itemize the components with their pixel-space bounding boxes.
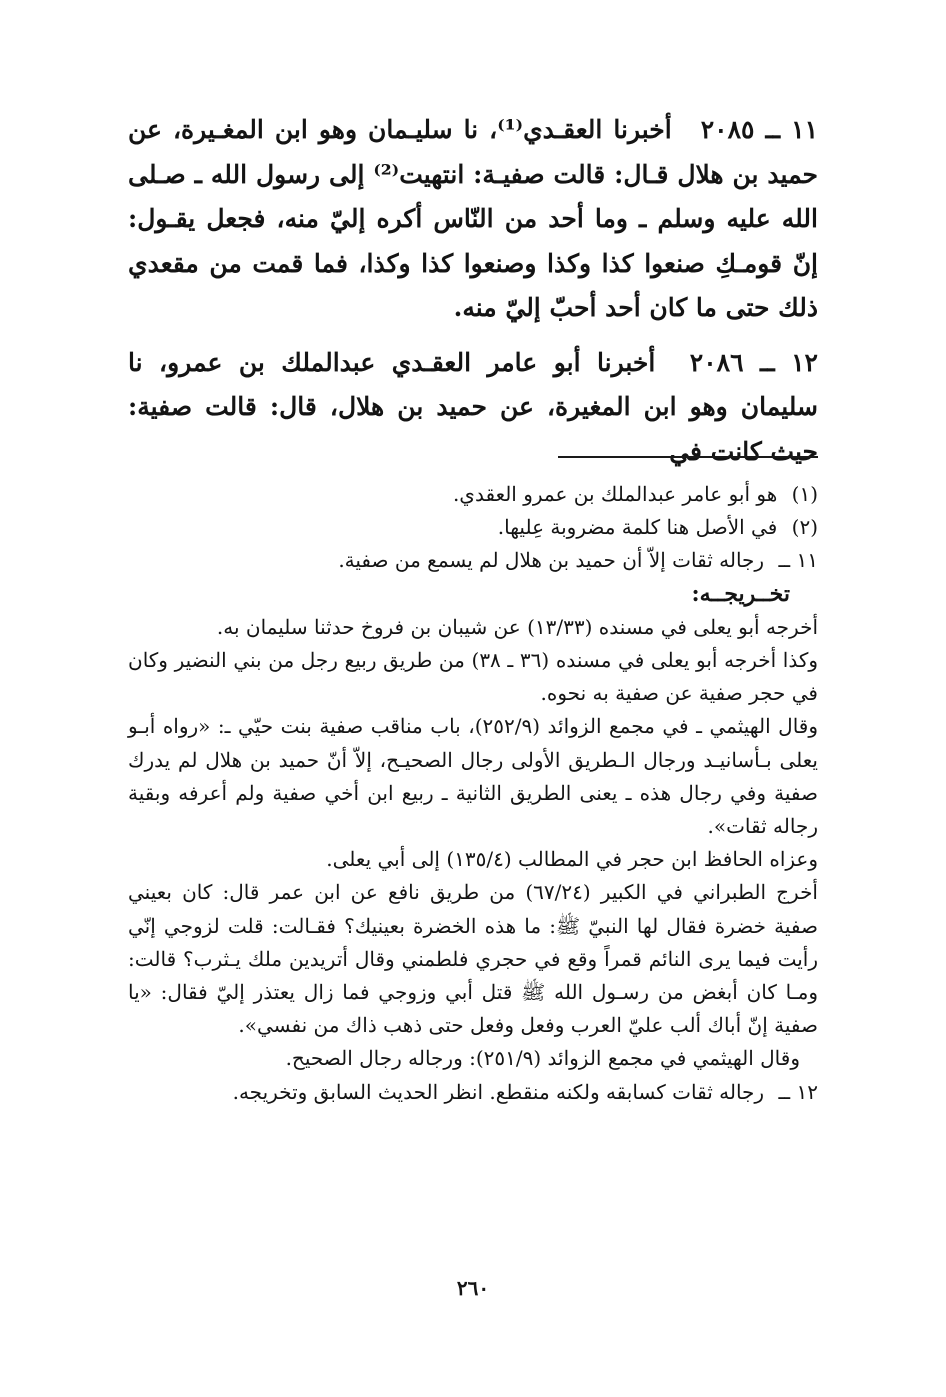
hadith-number: ١٢ ــ ٢٠٨٦ xyxy=(689,347,818,377)
hadith-number: ١١ ــ ٢٠٨٥ xyxy=(700,115,818,144)
main-hadith-text xyxy=(128,108,818,484)
hadith-2085 xyxy=(128,108,818,331)
footnote-number: (٢) xyxy=(791,515,818,540)
footnote-number: (١) xyxy=(791,482,818,506)
footnote-divider xyxy=(558,456,818,458)
takhrij-paragraph: أخرج الطبراني في الكبير (٦٧/٢٤) من طريق نافع عن ابن عمر قال: كان بعيني صفية خضرة فقال لها النبيّ ﷺ: ما هذه الخضرة بعينيك؟ فقـالت: قلت لزوجي إنّي رأيت فيما يرى النائم قمراً وقع في حجري فلطمني وقال أتريدين ملك يـثرب؟ قالت: ومـا كان أبغض من رسـول الله ﷺ قتل أبي وزوجي فما زال يعتذر إليّ فقال: «يا صفية إنّ أباك ألب عليّ العرب وفعل وفعل حتى ذهب ذاك من نفسي». xyxy=(128,880,819,1038)
footnote-hadith-12 xyxy=(128,1076,818,1109)
footnote-number: ١١ ــ xyxy=(778,548,818,573)
takhrij-paragraph: أخرجه أبو يعلى في مسنده (١٣/٣٣) عن شيبان بن فروخ حدثنا سليمان به. xyxy=(216,614,818,639)
hadith-body: أخبرنا العقـدي⁽¹⁾، نا سليـمان وهو ابن المغـيرة، عن حميد بن هلال قـال: قالت صفيـة: انتهيت⁽²⁾ إلى رسول الله ـ صـلى الله عليه وسلم ـ وما أحد من النّاس أكره إليّ منه، فجعل يقـول: إنّ قومـكِ صنعوا كذا وكذا وصنعوا كذا وكذا، فما قمت من مقعدي ذلك حتى ما كان أحد أحبّ إليّ منه. xyxy=(128,115,819,322)
footnote-number: ١٢ ــ xyxy=(778,1079,818,1104)
footnote-text: هو أبو عامر عبدالملك بن عمرو العقدي. xyxy=(452,482,778,506)
footnote-1 xyxy=(128,478,818,511)
footnote-text: في الأصل هنا كلمة مضروبة عِليها. xyxy=(497,515,778,540)
takhrij-paragraph: وعزاه الحافظ ابن حجر في المطالب (١٣٥/٤) إلى أبي يعلى. xyxy=(326,847,818,872)
takhrij-paragraph: وكذا أخرجه أبو يعلى في مسنده (٣٦ ـ ٣٨) من طريق ربيع رجل من بني النضير وكان في حجر صفية عن صفية به نحوه. xyxy=(128,648,819,706)
footnote-text: رجاله ثقات كسابقه ولكنه منقطع. انظر الحديث السابق وتخريجه. xyxy=(232,1079,765,1104)
footnote-hadith-11 xyxy=(128,544,818,577)
takhrij-paragraph: وقال الهيثمي في مجمع الزوائد (٢٥١/٩): ورجاله رجال الصحيح. xyxy=(285,1046,800,1071)
footnote-text: رجاله ثقات إلاّ أن حميد بن هلال لم يسمع من صفية. xyxy=(338,548,765,573)
page-number: ٢٦٠ xyxy=(456,1276,490,1300)
hadith-body: أخبرنا أبو عامر العقـدي عبدالملك بن عمرو، نا سليمان وهو ابن المغيرة، عن حميد بن هلال، قال: قالت صفية: حيث كانت في xyxy=(128,347,818,466)
takhrij-heading: تخــريجــه: xyxy=(691,580,790,607)
footnotes-section xyxy=(128,478,818,1109)
hadith-2086 xyxy=(128,341,818,475)
takhrij-paragraph: وقال الهيثمي ـ في مجمع الزوائد (٢٥٢/٩)، باب مناقب صفية بنت حيّي ـ: «رواه أبـو يعلى بـأسانيـد ورجال الـطريق الأولى رجال الصحيـح، إلاّ أنّ حميد بن هلال لم يدرك صفية وفي رجال هذه ـ يعنى الطريق الثانية ـ ربيع ابن أخي صفية ولم أعرفه وبقية رجاله ثقات». xyxy=(128,714,819,839)
footnote-2 xyxy=(128,511,818,544)
